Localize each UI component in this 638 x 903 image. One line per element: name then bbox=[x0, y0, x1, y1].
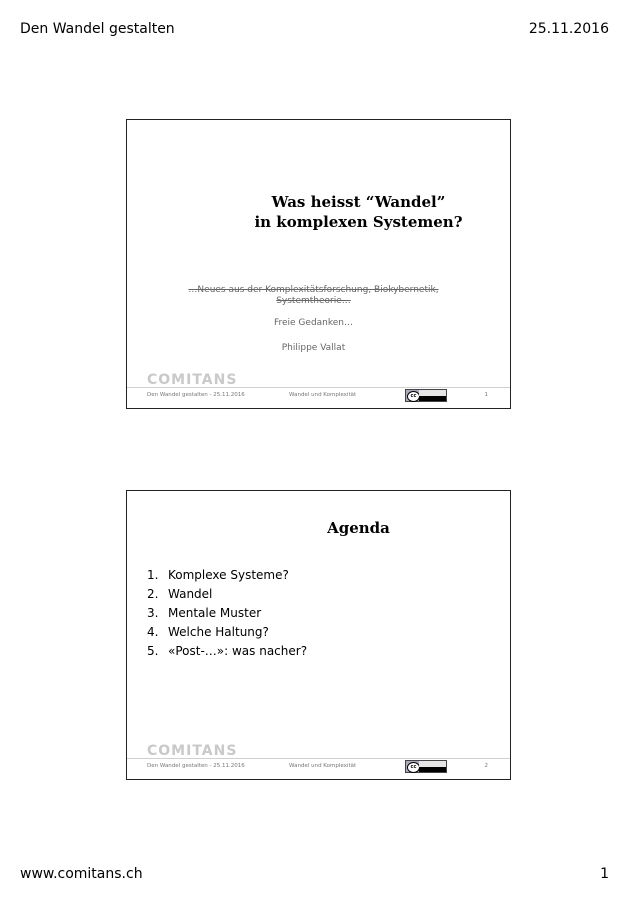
slide-footer-left: Den Wandel gestalten - 25.11.2016 bbox=[147, 392, 245, 398]
agenda-list bbox=[147, 566, 307, 661]
subtitle-free-thoughts: Freie Gedanken… bbox=[273, 318, 354, 328]
list-item-text: Komplexe Systeme? bbox=[168, 568, 289, 582]
slide-footer-left: Den Wandel gestalten - 25.11.2016 bbox=[147, 763, 245, 769]
page-number: 1 bbox=[600, 866, 609, 882]
subtitle-line-2: Systemtheorie… bbox=[276, 296, 351, 306]
creative-commons-icon bbox=[405, 760, 447, 773]
list-item-number: 1. bbox=[147, 568, 159, 582]
slide-subtitle bbox=[177, 285, 450, 307]
page-header-date: 25.11.2016 bbox=[528, 21, 609, 37]
cc-license-strip bbox=[419, 767, 446, 772]
subtitle-line-1: …Neues aus der Komplexitätsforschung, Biokybernetik, bbox=[188, 285, 439, 295]
slide-title-line-1: Was heisst “Wandel” bbox=[271, 193, 446, 211]
list-item-text: «Post-…»: was nacher? bbox=[168, 644, 308, 658]
slide-title: Agenda bbox=[327, 519, 390, 537]
slide-thumbnail-2 bbox=[126, 490, 511, 780]
slide-title bbox=[247, 192, 470, 232]
list-item-text: Mentale Muster bbox=[168, 606, 262, 620]
list-item bbox=[147, 623, 307, 642]
footer-divider bbox=[127, 387, 510, 388]
slide-author: Philippe Vallat bbox=[281, 343, 346, 353]
list-item-number: 3. bbox=[147, 606, 159, 620]
list-item-number: 4. bbox=[147, 625, 159, 639]
footer-divider bbox=[127, 758, 510, 759]
cc-license-strip bbox=[419, 396, 446, 401]
list-item-text: Welche Haltung? bbox=[168, 625, 269, 639]
slide-number: 2 bbox=[484, 763, 488, 769]
slide-title-line-2: in komplexen Systemen? bbox=[254, 213, 463, 231]
cc-circle: cc bbox=[407, 762, 420, 773]
list-item-number: 2. bbox=[147, 587, 159, 601]
slide-thumbnail-1 bbox=[126, 119, 511, 409]
cc-circle: cc bbox=[407, 391, 420, 402]
list-item bbox=[147, 585, 307, 604]
slide-footer-center: Wandel und Komplexität bbox=[289, 763, 357, 769]
slide-footer-center: Wandel und Komplexität bbox=[289, 392, 357, 398]
page-header-title: Den Wandel gestalten bbox=[20, 21, 175, 37]
creative-commons-icon bbox=[405, 389, 447, 402]
list-item bbox=[147, 604, 307, 623]
list-item-number: 5. bbox=[147, 644, 159, 658]
list-item-text: Wandel bbox=[168, 587, 213, 601]
comitans-logo: COMITANS bbox=[147, 372, 238, 388]
slide-number: 1 bbox=[484, 392, 488, 398]
comitans-logo: COMITANS bbox=[147, 743, 238, 759]
list-item bbox=[147, 566, 307, 585]
page-footer-url: www.comitans.ch bbox=[20, 866, 143, 882]
list-item bbox=[147, 642, 307, 661]
